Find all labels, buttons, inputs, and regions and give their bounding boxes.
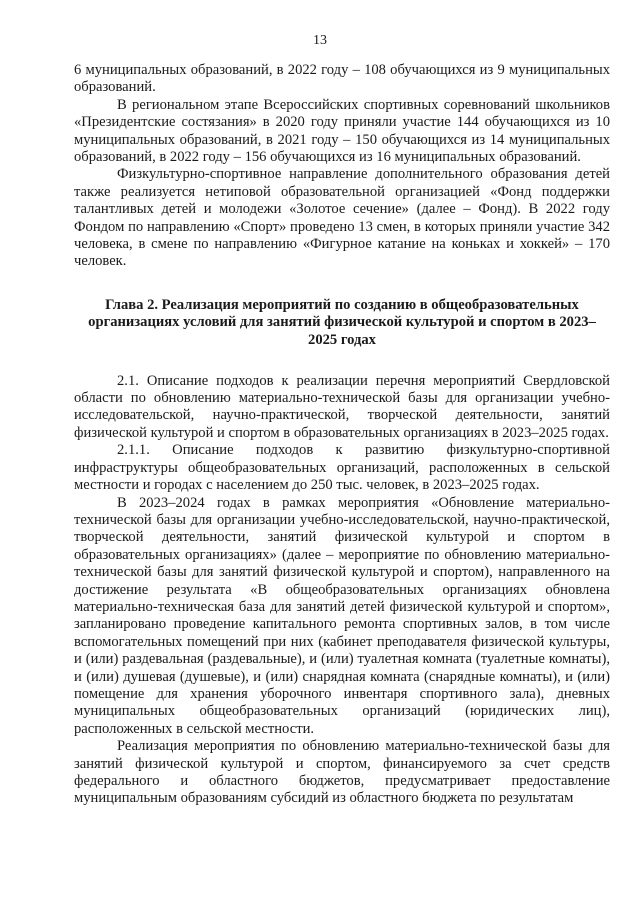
paragraph-presidential-contests: В региональном этапе Всероссийских спортивных соревнований школьников «Президентские состязания» в 2020 году приняли участие 144 обучающихся из 10 муниципальных образований, в 2021 году – 150 обучающихся из 14 муниципальных образований, в 2022 году – 156 обучающихся из 16 муниципальных образований.	[74, 96, 610, 166]
page-number: 13	[313, 33, 327, 48]
document-body	[74, 62, 610, 808]
paragraph-financing: Реализация мероприятия по обновлению материально-технической базы для занятий физической культурой и спортом, финансируемого за счет средств федерального и областного бюджетов, предусматривает предоставление муниципальным образованиям субсидий из областного бюджета по результатам	[74, 738, 610, 807]
paragraph-fund-golden-ratio: Физкультурно-спортивное направление дополнительного образования детей также реализуется нетиповой образовательной организацией «Фонд поддержки талантливых детей и молодежи «Золотое сечение» (далее – Фонд). В 2022 году Фондом по направлению «Спорт» проведено 13 смен, в которых приняли участие 342 человека, в смене по направлению «Фигурное катание на коньках и хоккей» – 170 человек.	[74, 166, 610, 270]
section-2-1-description: 2.1. Описание подходов к реализации перечня мероприятий Свердловской области по обновлению материально-технической базы для организации учебно-исследовательской, научно-практической, творческой деятельности, занятий физической культурой и спортом в образовательных организациях в 2023–2025 годах.	[74, 372, 610, 441]
section-2-1-1-description: 2.1.1. Описание подходов к развитию физкультурно-спортивной инфраструктуры общеобразовательных организаций, расположенных в сельской местности и городах с населением до 250 тыс. человек, в 2023–2025 годах.	[74, 442, 610, 494]
paragraph-continuation: 6 муниципальных образований, в 2022 году – 108 обучающихся из 9 муниципальных образований.	[74, 62, 610, 96]
chapter-title: Глава 2. Реализация мероприятий по созданию в общеобразовательных организациях условий для занятий физической культурой и спортом в 2023–2025 годах	[88, 296, 596, 349]
paragraph-2023-2024-measures: В 2023–2024 годах в рамках мероприятия «Обновление материально-технической базы для организации учебно-исследовательской, научно-практической, творческой деятельности, занятий физической культурой и спортом в образовательных организациях» (далее – мероприятие по обновлению материально-технической базы для занятий физической культурой и спортом), направленного на достижение результата «В общеобразовательных организациях обновлена материально-техническая база для занятий детей физической культурой и спортом», запланировано проведение капитального ремонта спортивных залов, в том числе вспомогательных помещений при них (кабинет преподавателя физической культуры, и (или) раздевальная (раздевальные), и (или) туалетная комната (туалетные комнаты), и (или) душевая (душевые), и (или) снарядная комната (снарядные комнаты), и (или) помещение для хранения уборочного инвентаря спортивного зала), дневных муниципальных общеобразовательных организаций (юридических лиц), расположенных в сельской местности.	[74, 494, 610, 737]
